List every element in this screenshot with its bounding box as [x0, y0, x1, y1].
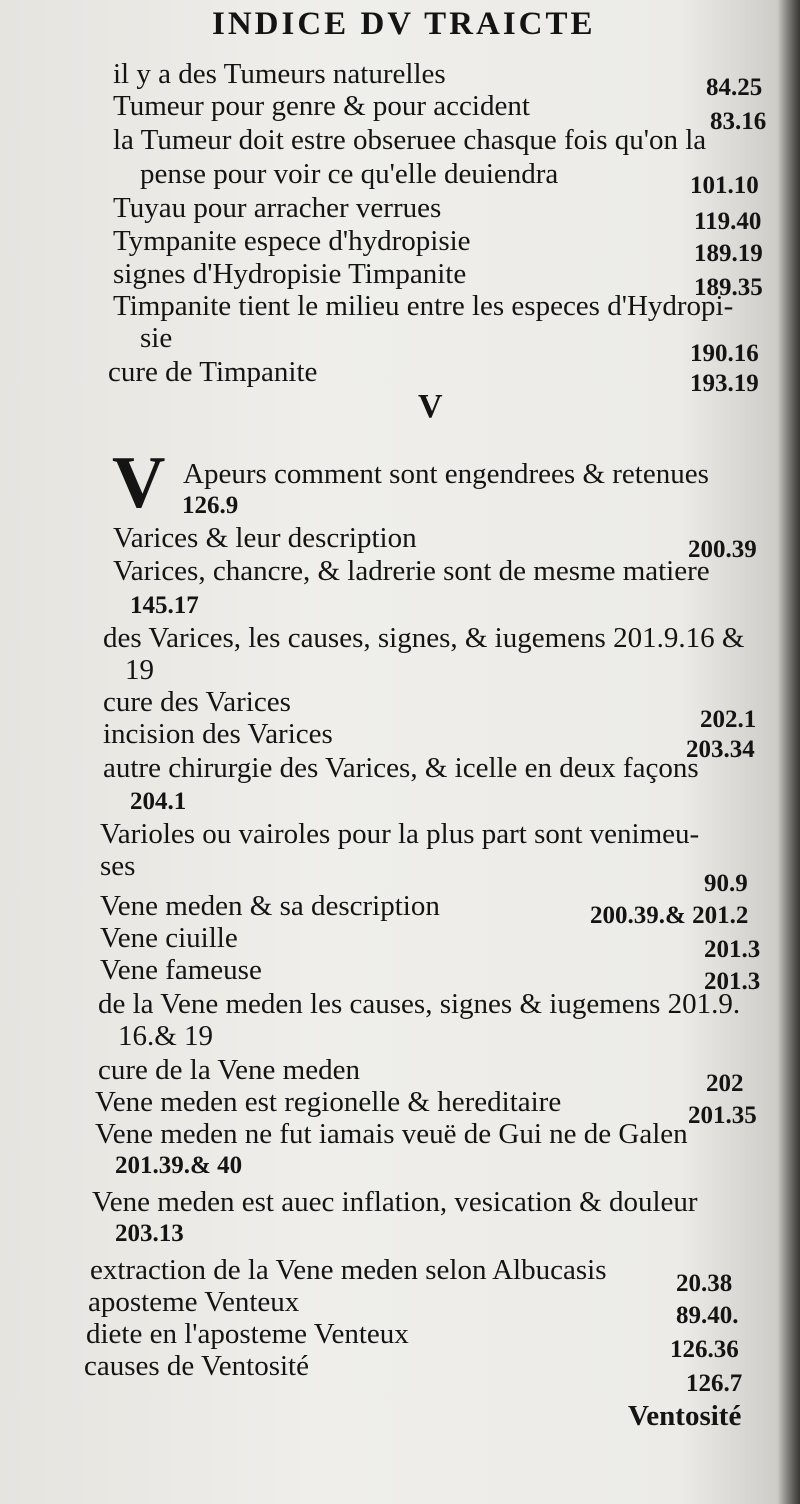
- entry-text: incision des Varices: [103, 718, 333, 750]
- index-entry: [113, 225, 471, 257]
- index-entry: [100, 954, 262, 986]
- entry-text: Timpanite tient le milieu entre les especes d'Hydropi-: [113, 290, 734, 322]
- entry-text: cure de Timpanite: [108, 356, 318, 388]
- index-entry: [103, 686, 291, 718]
- index-entry: [103, 622, 744, 654]
- page-ref: 126.36: [670, 1336, 739, 1363]
- page-header: INDICE DV TRAICTE: [212, 6, 596, 42]
- entry-text: aposteme Venteux: [88, 1286, 300, 1318]
- page-ref: 189.35: [694, 274, 763, 301]
- index-entry: [100, 922, 238, 954]
- entry-text: cure des Varices: [103, 686, 291, 718]
- page-ref: 84.25: [706, 74, 763, 101]
- entry-text: Varioles ou vairoles pour la plus part sont venimeu-: [100, 818, 700, 850]
- page-ref: 203.13: [115, 1220, 184, 1247]
- entry-text: extraction de la Vene meden selon Albucasis: [90, 1254, 607, 1286]
- index-entry: [113, 522, 417, 554]
- page-ref: 200.39: [688, 536, 757, 563]
- entry-continuation: ses: [100, 850, 136, 882]
- entry-text: il y a des Tumeurs naturelles: [113, 58, 446, 90]
- drop-cap: V: [112, 442, 166, 524]
- page-ref: 101.10: [690, 172, 759, 199]
- entry-text: la Tumeur doit estre obseruee chasque fois qu'on la: [113, 124, 707, 156]
- entry-text: causes de Ventosité: [84, 1350, 309, 1382]
- index-entry: [88, 1286, 299, 1318]
- entry-text: des Varices, les causes, signes, & iugemens 201.9.16 &: [103, 622, 745, 654]
- page-ref: 190.16: [690, 340, 759, 367]
- page-ref: 201.3: [704, 968, 761, 995]
- entry-text: Tuyau pour arracher verrues: [113, 192, 442, 224]
- entry-text: Vene meden est regionelle & hereditaire: [95, 1086, 562, 1118]
- index-entry: [103, 718, 333, 750]
- entry-text: Vene meden & sa description: [100, 890, 440, 922]
- entry-text: signes d'Hydropisie Timpanite: [113, 258, 467, 290]
- entry-continuation: sie: [140, 322, 173, 354]
- page-ref: 193.19: [690, 370, 759, 397]
- entry-text: Tumeur pour genre & pour accident: [113, 90, 530, 122]
- entry-continuation: 19: [125, 654, 154, 686]
- section-letter: V: [418, 388, 443, 425]
- page-ref: 201.39.& 40: [115, 1152, 243, 1179]
- index-entry: [113, 290, 733, 322]
- index-entry: [86, 1318, 409, 1350]
- page-ref: 201.3: [704, 936, 761, 963]
- index-entry: [90, 1254, 606, 1286]
- page-ref: 203.34: [686, 736, 755, 763]
- entry-text: de la Vene meden les causes, signes & iugemens 201.9.: [98, 988, 741, 1020]
- index-entry: [113, 258, 466, 290]
- page-ref: 189.19: [694, 240, 763, 267]
- page-ref: 83.16: [710, 108, 767, 135]
- index-entry: [98, 1054, 360, 1086]
- page-ref: 119.40: [694, 208, 762, 235]
- page-ref: 202: [706, 1070, 744, 1097]
- entry-text: Tympanite espece d'hydropisie: [113, 225, 471, 257]
- catchword: Ventosité: [628, 1400, 742, 1432]
- index-entry: [113, 124, 706, 156]
- index-entry: [113, 90, 530, 122]
- entry-continuation: pense pour voir ce qu'elle deuiendra: [140, 158, 559, 190]
- entry-text: Varices & leur description: [113, 522, 417, 554]
- page-ref: 126.7: [686, 1370, 743, 1397]
- entry-text: Apeurs comment sont engendrees & retenues: [183, 458, 709, 490]
- index-entry: [100, 818, 699, 850]
- index-entry: [95, 1086, 561, 1118]
- entry-text: cure de la Vene meden: [98, 1054, 360, 1086]
- entry-continuation: 16.& 19: [118, 1020, 214, 1052]
- index-entry: [183, 458, 709, 490]
- entry-text: Varices, chancre, & ladrerie sont de mesme matiere: [113, 555, 710, 587]
- entry-text: Vene ciuille: [100, 922, 238, 954]
- page-ref: 126.9: [182, 492, 239, 519]
- index-entry: [84, 1350, 309, 1382]
- entry-text: Vene fameuse: [100, 954, 262, 986]
- page-gutter-shadow: [778, 0, 800, 1504]
- index-entry: [113, 555, 710, 587]
- index-entry: [92, 1186, 698, 1218]
- index-entry: [113, 58, 713, 90]
- page-ref: 20.38: [676, 1270, 733, 1297]
- index-entry: [108, 356, 317, 388]
- entry-text: autre chirurgie des Varices, & icelle en deux façons: [103, 752, 699, 784]
- index-entry: [103, 752, 699, 784]
- index-entry: [100, 890, 440, 922]
- page-ref: 200.39.& 201.2: [590, 902, 749, 929]
- index-entry: [113, 192, 441, 224]
- page-ref: 204.1: [130, 788, 187, 815]
- entry-text: Vene meden est auec inflation, vesication & douleur: [92, 1186, 698, 1218]
- index-entry: [98, 988, 740, 1020]
- page-ref: 202.1: [700, 706, 757, 733]
- index-entry: [95, 1118, 688, 1150]
- page-ref: 201.35: [688, 1102, 757, 1129]
- entry-text: diete en l'aposteme Venteux: [86, 1318, 409, 1350]
- page-ref: 90.9: [704, 870, 748, 897]
- entry-text: Vene meden ne fut iamais veuë de Gui ne de Galen: [95, 1118, 688, 1150]
- page-ref: 145.17: [130, 592, 199, 619]
- page-ref: 89.40.: [676, 1302, 739, 1329]
